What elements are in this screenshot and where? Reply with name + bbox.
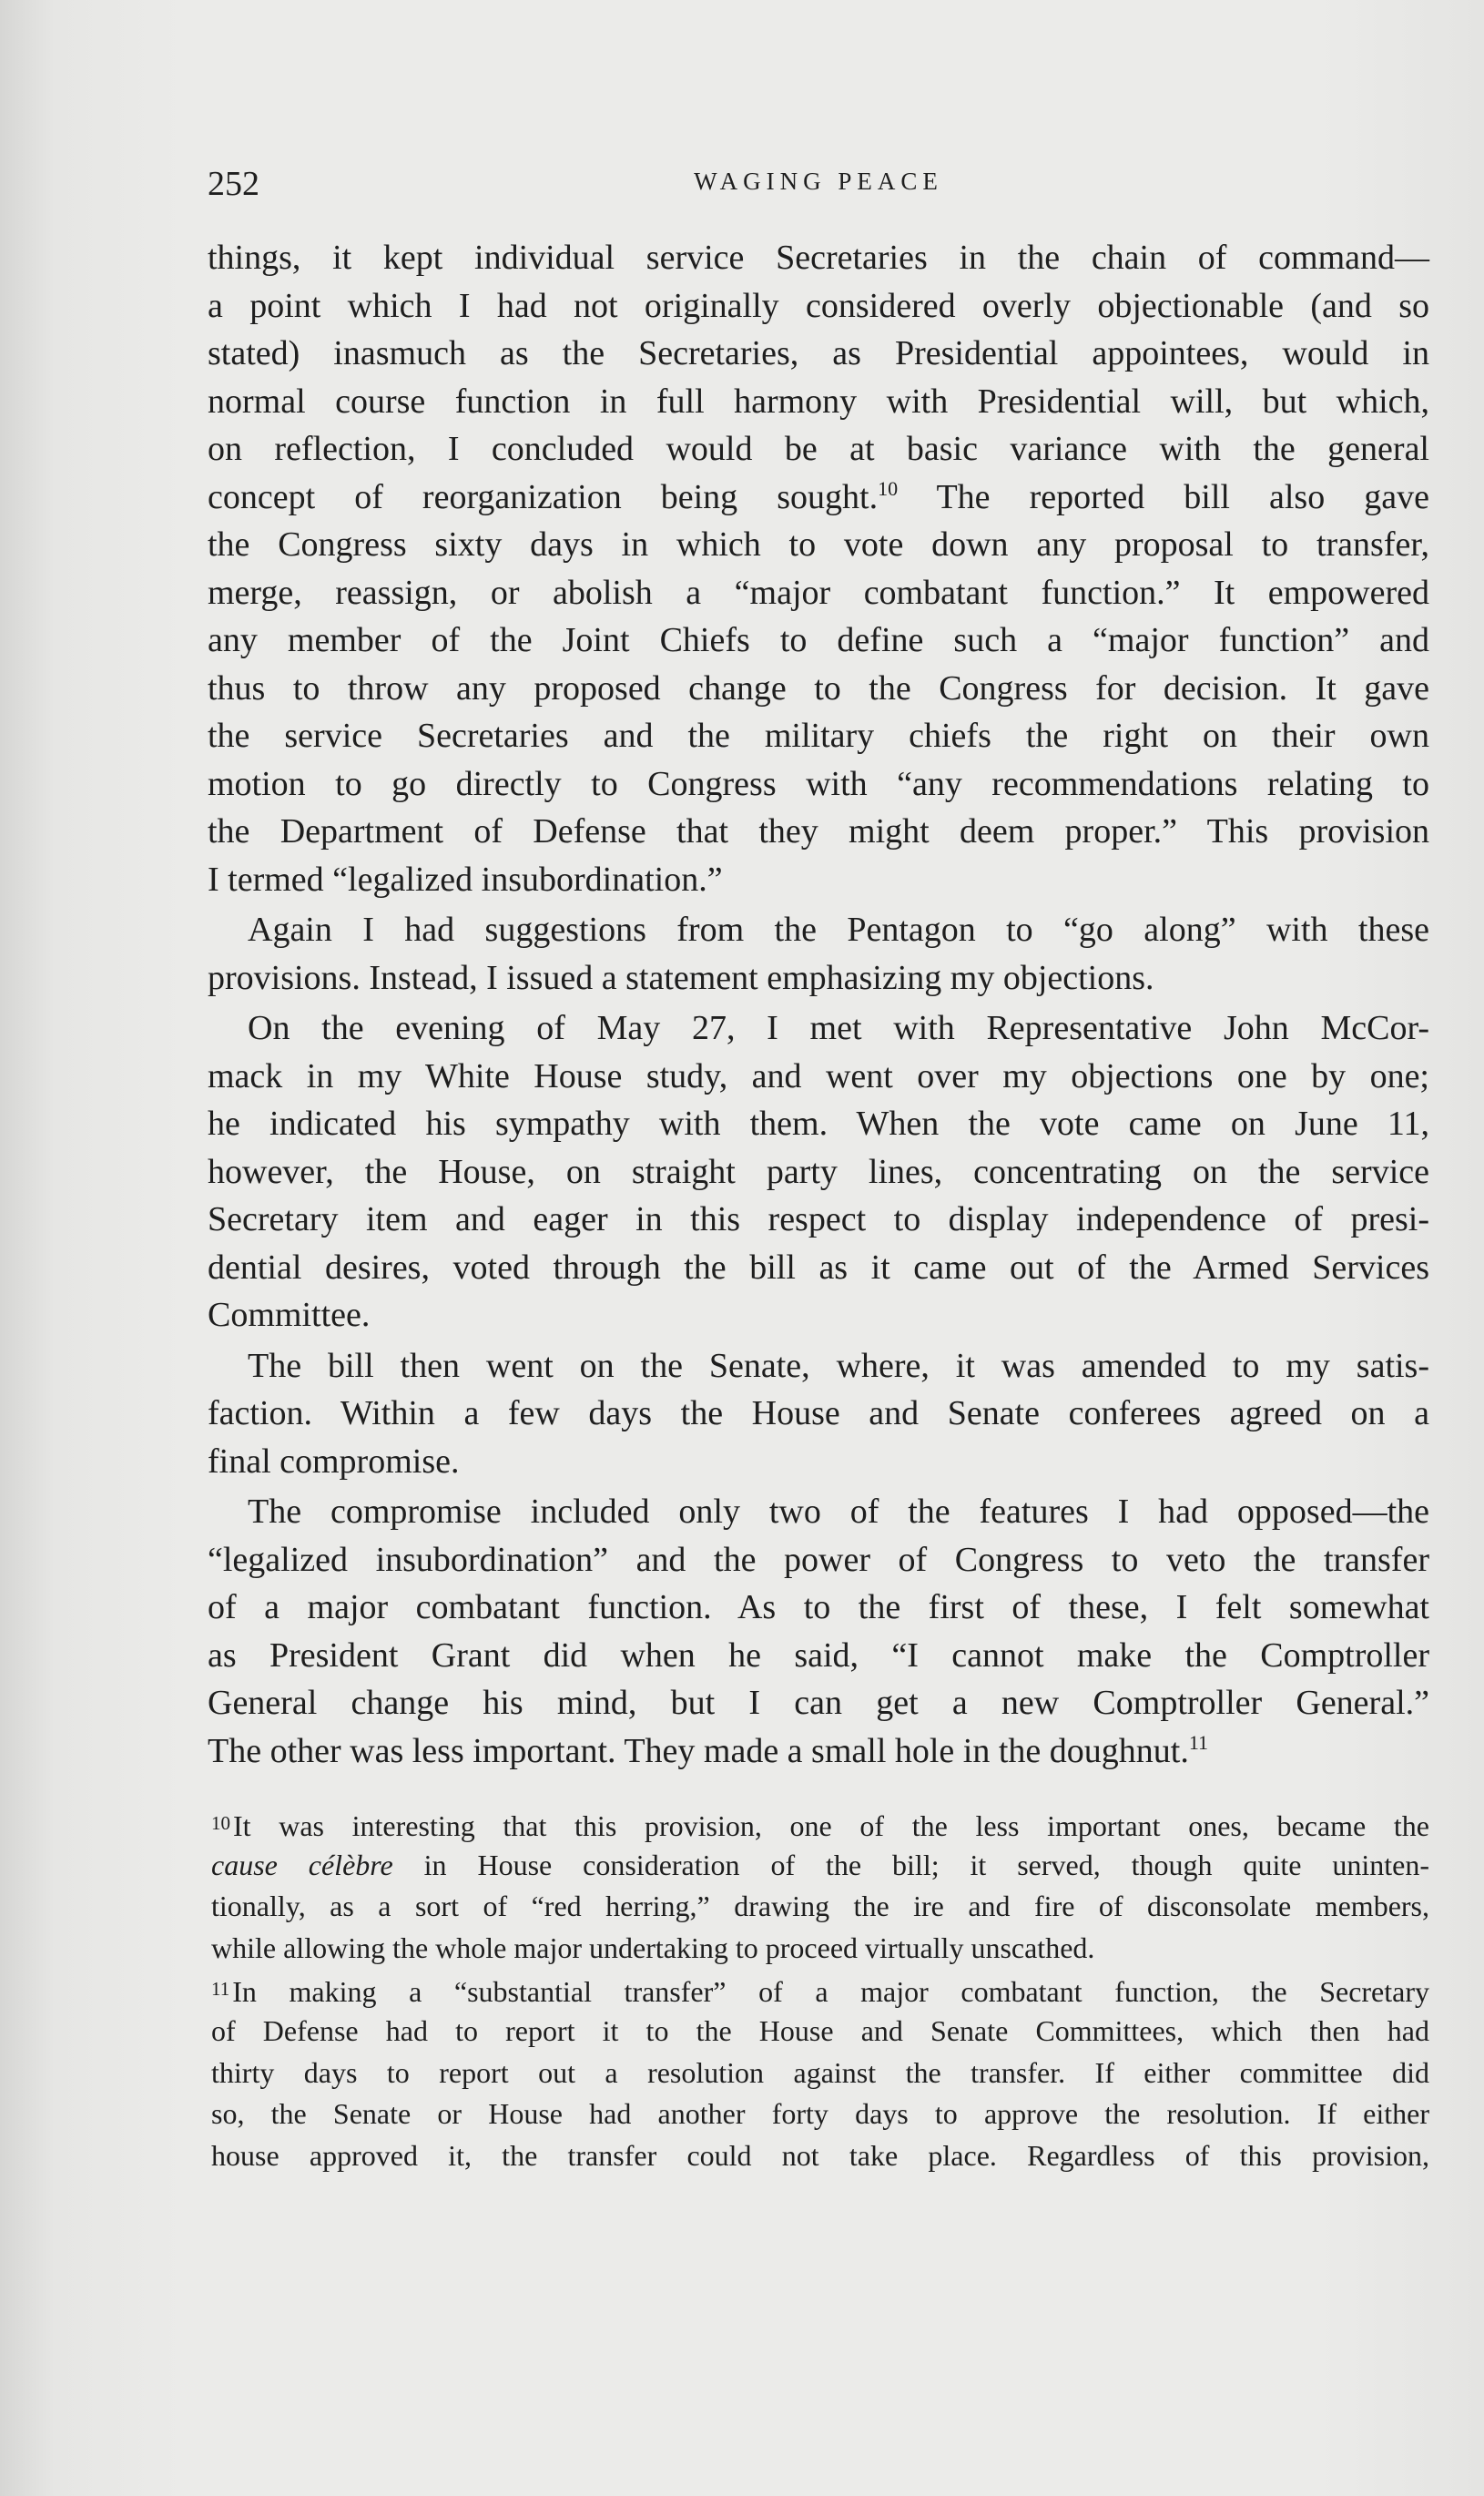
page-number: 252 xyxy=(208,165,259,203)
line-text: Committee. xyxy=(208,1296,371,1334)
line-text: tionally, as a sort of “red herring,” drawing the ire and fire of disconsolate members, xyxy=(211,1890,1429,1923)
line-text: motion to go directly to Congress with “any recommendations relating to xyxy=(208,764,1429,803)
text-line xyxy=(208,1342,1429,1391)
footnotes xyxy=(211,1803,1429,2176)
line-text: final compromise. xyxy=(208,1442,460,1481)
text-line xyxy=(208,1053,1429,1101)
text-line xyxy=(208,1488,1429,1536)
text-line xyxy=(208,1727,1429,1776)
text-line xyxy=(208,1632,1429,1680)
text-line xyxy=(208,1004,1429,1053)
line-text: dential desires, voted through the bill as it came out of the Armed Services xyxy=(208,1248,1429,1287)
line-text: merge, reassign, or abolish a “major combatant function.” It empowered xyxy=(208,573,1429,612)
footnote-line xyxy=(211,1928,1429,1970)
text-line xyxy=(208,1438,1429,1486)
line-text: stated) inasmuch as the Secretaries, as Presidential appointees, would in xyxy=(208,334,1429,372)
line-text: house approved it, the transfer could not take place. Regardless of this provision, xyxy=(211,2138,1429,2172)
footnote-line xyxy=(211,2094,1429,2135)
line-text: thirty days to report out a resolution against the transfer. If either committee did xyxy=(211,2055,1429,2089)
line-text: things, it kept individual service Secretaries in the chain of command— xyxy=(208,239,1429,277)
line-text: The compromise included only two of the features I had opposed—the xyxy=(248,1493,1429,1531)
line-text: however, the House, on straight party lines, concentrating on the service xyxy=(208,1152,1429,1191)
footnote-line xyxy=(211,1845,1429,1887)
line-text: normal course function in full harmony with Presidential will, but which, xyxy=(208,382,1429,421)
footnote-reference: 11 xyxy=(1188,1730,1209,1754)
text-line xyxy=(208,569,1429,617)
line-text: provisions. Instead, I issued a statement emphasizing my objections. xyxy=(208,958,1154,997)
line-text: concept of reorganization being sought. xyxy=(208,477,879,516)
line-text: The reported bill also gave xyxy=(898,477,1430,516)
footnote-line xyxy=(211,2011,1429,2053)
footnote-start xyxy=(211,1969,1429,2011)
line-text: Again I had suggestions from the Pentagon to “go along” with these xyxy=(248,911,1429,949)
text-line xyxy=(208,1584,1429,1632)
line-text: the Department of Defense that they might deem proper.” This provision xyxy=(208,812,1429,851)
text-line xyxy=(208,378,1429,426)
text-line xyxy=(208,282,1429,331)
line-text: of a major combatant function. As to the first of these, I felt somewhat xyxy=(208,1588,1429,1626)
text-line xyxy=(208,1148,1429,1197)
text-line xyxy=(208,616,1429,665)
text-line xyxy=(208,712,1429,760)
running-head: WAGING PEACE xyxy=(694,168,943,195)
text-line xyxy=(208,330,1429,378)
text-line xyxy=(208,1390,1429,1438)
text-line xyxy=(208,474,1429,522)
line-text: On the evening of May 27, I met with Representative John McCor- xyxy=(248,1009,1429,1047)
footnote-number: 10 xyxy=(211,1812,230,1834)
page-header xyxy=(208,164,1429,209)
text-line xyxy=(208,856,1429,904)
italic-phrase: cause célèbre xyxy=(211,1848,393,1881)
line-text: in House consideration of the bill; it served, though quite uninten- xyxy=(392,1848,1430,1881)
line-text: a point which I had not originally considered overly objectionable (and so xyxy=(208,286,1429,325)
footnote-line xyxy=(211,1886,1429,1928)
line-text: he indicated his sympathy with them. When the vote came on June 11, xyxy=(208,1105,1429,1143)
line-text: I termed “legalized insubordination.” xyxy=(208,860,723,899)
line-text: on reflection, I concluded would be at basic variance with the general xyxy=(208,430,1429,468)
text-line xyxy=(208,1196,1429,1244)
footnote-reference: 10 xyxy=(878,476,899,500)
text-line xyxy=(208,808,1429,856)
line-text: General change his mind, but I can get a new Comptroller General.” xyxy=(208,1684,1429,1722)
line-text: any member of the Joint Chiefs to define such a “major function” and xyxy=(208,621,1429,659)
text-line xyxy=(208,906,1429,954)
text-line xyxy=(208,760,1429,809)
line-text: Secretary item and eager in this respect to display independence of presi- xyxy=(208,1200,1429,1238)
text-line xyxy=(208,1536,1429,1584)
text-line xyxy=(208,1100,1429,1148)
line-text: of Defense had to report it to the House and Senate Committees, which then had xyxy=(211,2013,1429,2047)
line-text: It was interesting that this provision, one of the less important ones, became the xyxy=(233,1809,1429,1842)
body-text xyxy=(208,234,1429,1775)
footnote-line xyxy=(211,2135,1429,2177)
line-text: the service Secretaries and the military chiefs the right on their own xyxy=(208,717,1429,755)
line-text: thus to throw any proposed change to the Congress for decision. It gave xyxy=(208,668,1429,708)
line-text: faction. Within a few days the House and Senate conferees agreed on a xyxy=(208,1394,1429,1432)
text-line xyxy=(208,954,1429,1003)
footnote-line xyxy=(211,2053,1429,2094)
text-line xyxy=(208,1679,1429,1727)
line-text: In making a “substantial transfer” of a major combatant function, the Secretary xyxy=(232,1975,1429,2009)
line-text: The other was less important. They made a small hole in the doughnut. xyxy=(208,1731,1189,1770)
text-line xyxy=(208,521,1429,569)
line-text: “legalized insubordination” and the power of Congress to veto the transfer xyxy=(208,1540,1429,1579)
line-text: while allowing the whole major undertaking to proceed virtually unscathed. xyxy=(211,1931,1095,1964)
footnote-start xyxy=(211,1803,1429,1845)
line-text: mack in my White House study, and went over my objections one by one; xyxy=(208,1056,1429,1095)
text-line xyxy=(208,234,1429,282)
line-text: The bill then went on the Senate, where, it was amended to my satis- xyxy=(248,1346,1429,1385)
text-line xyxy=(208,425,1429,474)
line-text: as President Grant did when he said, “I cannot make the Comptroller xyxy=(208,1635,1429,1675)
line-text: so, the Senate or House had another forty days to approve the resolution. If either xyxy=(211,2097,1429,2131)
footnote-number: 11 xyxy=(211,1978,230,2001)
text-line xyxy=(208,1244,1429,1292)
text-line xyxy=(208,665,1429,713)
line-text: the Congress sixty days in which to vote down any proposal to transfer, xyxy=(208,525,1429,564)
text-line xyxy=(208,1291,1429,1340)
